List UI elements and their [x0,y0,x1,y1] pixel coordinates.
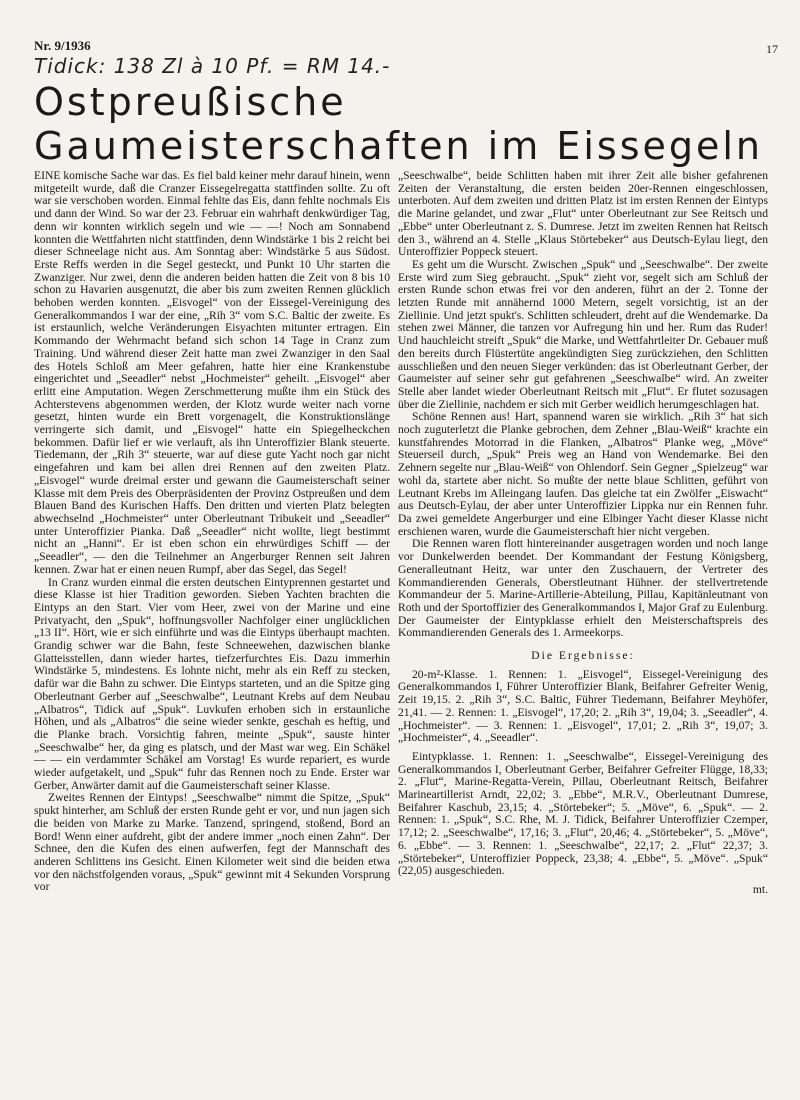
paragraph: EINE komische Sache war das. Es fiel bald keiner mehr darauf hinein, wenn mitgeteilt wurde, daß die Cranzer Eissegelregatta stattfinden sollte. Zu oft war sie verschoben worden. Einmal fehlte das Eis, dann fehlte nochmals Eis und dann der Wind. So war der 23. Februar ein wahrhaft denkwürdiger Tag, denn wir konnten wirklich segeln und wie — —! Noch am Sonnabend konnten die Wettfahrten nicht stattfinden, denn Windstärke 1 bis 2 reicht bei dieser Schneelage nicht aus. Am Sonntag aber: Windstärke 5 aus Südost. Erste Reffs werden in die Segel gesteckt, und Punkt 10 Uhr starten die Zwanziger. Nur zwei, denn die anderen beiden hatten die Zeit von 8 bis 10 schon zu Havarien ausgenutzt, die aber bis zum zweiten Rennen glücklich behoben werden konnten. „Eisvogel“ von der Eissegel-Vereinigung des Generalkommandos I war der eine, „Rih 3“ vom S.C. Baltic der zweite. Es ist erstaunlich, welche Veränderungen Eisyachten mitunter ertragen. Ein Kommando der Wehrmacht befand sich schon 14 Tage in Cranz zum Training. Und während dieser Zeit hatte man zwei Zwanziger in den Saal des Hotels Schloß am Meer gefahren, hatte hier eine Krankenstube eingerichtet und „Seeadler“ nebst „Hochmeister“ geheilt. „Eisvogel“ aber erlitt eine Amputation. Wegen Zerschmetterung mußte ihm ein Stück des Achterstevens abgenommen werden, der Klotz wurde weiter nach vorne gesetzt, hinten wurde ein Brett vorgenagelt, die Konstruktionslänge verringerte sich damit, und „Eisvogel“ hatte ein Spiegelheckchen bekommen. Dafür lief er wie verlauft, als ihn Unteroffizier Blank steuerte. Tiedemann, der „Rih 3“ steuerte, war auf diese gute Yacht noch gar nicht eingefahren und kam bei allen drei Rennen auf den zweiten Platz. „Eisvogel“ wurde dreimal erster und gewann die Gaumeisterschaft seiner Klasse mit dem Preis des Oberpräsidenten der Provinz Ostpreußen und dem Blauen Band des Kurischen Haffs. Den dritten und vierten Platz belegten abwechselnd „Hochmeister“ unter Oberleutnant Tribukeit und „Seeadler“ unter Unteroffizier Pianka. Daß „Seeadler“ nicht wollte, liegt bestimmt nicht an „Hanni“. Er ist eben schon ein ehrwürdiges Schiff — der „Seeadler“, — den die Teilnehmer an Angerburger Rennen seit Jahren kennen. Zwar hat er einen neuen Rumpf, aber das Segel, das Segel! [34,169,390,576]
results-paragraph: 20-m²-Klasse. 1. Rennen: 1. „Eisvogel“, Eissegel-Vereinigung des Generalkommandos I, Führer Unteroffizier Blank, Beifahrer Gefreiter Wenig, Zeit 19,15. 2. „Rih 3“, S.C. Baltic, Führer Tiedemann, Beifahrer Meyhöfer, 21,41. — 2. Rennen: 1. „Eisvogel“, 17,20; 2. „Rih 3“, 19,04; 3. „Seeadler“, 4. „Hochmeister“. — 3. Rennen: 1. „Eisvogel“, 17,01; 2. „Rih 3“, 19,07; 3. „Hochmeister“, 4. „Seeadler“. [398,667,768,745]
author-signature: mt. [752,882,768,896]
paragraph: In Cranz wurden einmal die ersten deutschen Eintyprennen gestartet und diese Klasse ist hier Tradition geworden. Sieben Yachten brachten die Eintyps an den Start. Vier vom Heer, zwei von der Marine und eine Privatyacht, den „Spuk“, hoffnungsvoller Nachfolger einer unglücklichen „13 II“. Hört, wie er sich einführte und was die Eintyps überhaupt machten. Grandig schwer war die Bahn, feste Schneewehen, dazwischen blanke Glatteisstellen, dann wieder hartes, tiefzerfurchtes Eis. Dazu immerhin Windstärke 5, mindestens. Es lohnte nicht, mehr als ein Reff zu stecken, dafür war die Bahn zu schwer. Die Eintyps starteten, und an die Spitze ging Oberleutnant Gerber auf „Seeschwalbe“, Leutnant Krebs auf dem Neubau „Albatros“, Tidick auf „Spuk“. Luvkufen erhoben sich in erstaunliche Höhen, und als „Albatros“ die seine wieder senkte, geschah es heftig, und die Planke brach. Vorsichtig fahren, meinte „Spuk“, sauste hinter „Seeschwalbe“ her, da ging es platsch, und der Mast war weg. Ein Schäkel — — ein verdammter Schäkel am Vorstag! Es wurde repariert, es wurde wieder aufgetakelt, und „Spuk“ fuhr das Rennen noch zu Ende. Erster war Gerber, Anwärter damit auf die Gaumeisterschaft seiner Klasse. [34,575,390,792]
article-title: Ostpreußische Gaumeisterschaften im Eissegeln [34,80,764,168]
paragraph: Es geht um die Wurscht. Zwischen „Spuk“ und „Seeschwalbe“. Der zweite Erste wird zum Sieg gebraucht. „Spuk“ zieht vor, segelt sich am Schluß der ersten Runde schon etwas frei vor den anderen, führt an der 2. Tonne der letzten Runde mit annähernd 1000 Metern, segelt vorsichtig, ist an der Ziellinie. Und jetzt spukt's. Schlitten schleudert, dreht auf die Wendemarke. Da stehen zwei Männer, die tanzen vor Aufregung hin und her. Rum das Ruder! Und hauchleicht streift „Spuk“ die Marke, und Wettfahrtleiter Dr. Gebauer muß den bereits durch Flüstertüte angekündigten Sieg zurückziehen, den Schlitten ausschließen und den neuen Sieger verkünden: das ist Oberleutnant Gerber, der Gaumeister auf seiner sehr gut gefahrenen „Seeschwalbe“ wird. An zweiter Stelle aber landet wieder Oberleutnant Reitsch mit „Flut“. Er flutet sozusagen über die Ziellinie, nachdem er sich mit Gerber weidlich herumgeschlagen hat. [398,257,768,411]
issue-number: Nr. 9/1936 [34,38,91,53]
results-paragraph: Eintypklasse. 1. Rennen: 1. „Seeschwalbe“, Eissegel-Vereinigung des Generalkommandos I, Oberleutnant Gerber, Beifahrer Gefreiter Flügge, 18,33; 2. „Flut“, Marine-Regatta-Verein, Pillau, Oberleutnant Reitsch, Beifahrer Marineartillerist Arndt, 22,02; 3. „Ebbe“, M.R.V., Oberleutnant Dumrese, Beifahrer Kaschub, 23,15; 4. „Störtebeker“; 5. „Möve“, 6. „Spuk“. — 2. Rennen: 1. „Spuk“, S.C. Rhe, M. J. Tidick, Beifahrer Unteroffizier Czemper, 17,12; 2. „Seeschwalbe“, 17,16; 3. „Flut“, 20,46; 4. „Störtebeker“, 5. „Möve“, 6. „Ebbe“. — 3. Rennen: 1. „Seeschwalbe“, 22,17; 2. „Flut“ 22,37; 3. „Störtebeker“, Unteroffizier Poppeck, 23,38; 4. „Ebbe“, 5. „Möve“. „Spuk“ (22,05) ausgeschieden. [398,749,768,878]
handwritten-note: Tidick: 138 Zl à 10 Pf. = RM 14.- [34,54,391,78]
paragraph: Schöne Rennen aus! Hart, spannend waren sie wirklich. „Rih 3“ hat sich noch zuguterletzt die Planke gebrochen, dem Zehner „Blau-Weiß“ krachte ein kunstfahrendes Motorrad in die Flanken, „Albatros“ Planke weg, „Möve“ Steuerseil durch, „Spuk“ Preis weg an Hand von Wendemarke. Bei den Zehnern segelte nur „Blau-Weiß“ von Ohlendorf. Sein Gegner „Spielzeug“ war wohl da, startete aber nicht. So mußte der nette blaue Schlitten, geführt von Leutnant Krebs im Alleingang laufen. Das gleiche tat ein Zwölfer „Eiswacht“ aus Deutsch-Eylau, der aber unter Unteroffizier Lippka nur ein Rennen fuhr. Da zwei gemeldete Angerburger und eine Elbinger Yacht dieser Klasse nicht erschienen waren, wurde die Gaumeisterschaft hier nicht vergeben. [398,410,768,538]
paragraph: Die Rennen waren flott hintereinander ausgetragen worden und noch lange vor Dunkelwerden beendet. Der Kommandant der Festung Königsberg, Generalleutnant Heitz, war unter den Zuschauern, der Vertreter des Kommandierenden Generals, Oberstleutnant Hühner. der stellvertretende Kommandeur der 5. Marine-Artillerie-Abteilung, Pillau, Kapitänleutnant von Roth und der Sportoffizier des Generalkommandos I, Major Graf zu Eulenburg. Der Gaumeister der Eintypklasse erhielt den Meisterschaftspreis des Kommandierenden Generals des 1. Armeekorps. [398,537,768,640]
paragraph: Zweites Rennen der Eintyps! „Seeschwalbe“ nimmt die Spitze, „Spuk“ spukt hinterher, am Schluß der ersten Runde geht er vor, und nun jagen sich die beiden von Marke zu Marke. Tanzend, springend, stoßend, Bord an Bord! Wenn einer aufdreht, gibt der andere immer „noch einen Zahn“. Der Schnee, den die Kufen des einen aufwerfen, fegt der Mannschaft des anderen Schlittens ins Gesicht. Einen Kilometer weit sind die beiden etwa vor den nächstfolgenden voraus, „Spuk“ gewinnt mit 4 Sekunden Vorsprung vor [34,791,390,894]
results-heading: Die Ergebnisse: [531,649,635,663]
right-column [398,170,768,897]
left-column [34,170,390,894]
paragraph: „Seeschwalbe“, beide Schlitten haben mit ihrer Zeit alle bisher gefahrenen Zeiten der Veranstaltung, die ersten beiden 20er-Rennen eingeschlossen, unterboten. Auf dem zweiten und dritten Platz ist im ersten Rennen der Eintyps die Marine gelandet, und zwar „Flut“ unter Oberleutnant zur See Reitsch und „Ebbe“ unter Oberleutnant z. S. Dumrese. Jetzt im zweiten Rennen hat Reitsch den 3., während an 4. Stelle „Klaus Störtebeker“ aus Deutsch-Eylau liegt, den Unteroffizier Poppeck steuert. [398,169,768,259]
page-number: 17 [766,42,778,56]
